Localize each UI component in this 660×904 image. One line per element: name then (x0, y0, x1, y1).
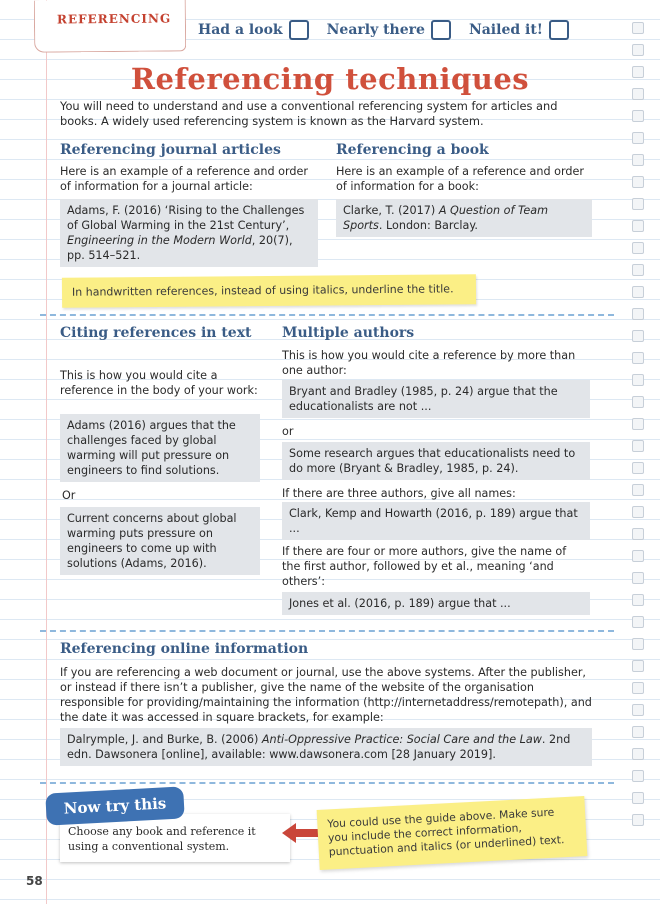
multiple-example-3: Clark, Kemp and Howarth (2016, p. 189) argue that ... (282, 502, 590, 540)
nailed-it-checkbox[interactable] (549, 20, 569, 40)
margin-line (46, 0, 47, 904)
section-tab-label: REFERENCING (56, 11, 172, 27)
left-arrow-icon (282, 822, 322, 844)
handwritten-tip-note: In handwritten references, instead of using italics, underline the title. (62, 274, 476, 308)
intro-paragraph: You will need to understand and use a conventional referencing system for articles and books. A widely used referencing system is known as the Harvard system. (60, 99, 558, 128)
journal-heading: Referencing journal articles (60, 142, 281, 158)
now-try-task-box: Choose any book and reference it using a conventional system. (60, 814, 290, 862)
three-authors-text: If there are three authors, give all names: (282, 487, 516, 500)
book-text: Here is an example of a reference and order of information for a book: (336, 165, 584, 193)
journal-text: Here is an example of a reference and order of information for a journal article: (60, 165, 308, 193)
online-text: If you are referencing a web document or journal, use the above systems. After the publisher, or instead if there isn’t a publisher, give the name of the website of the organisation responsible for providing/maintaining the information (http://internetaddress/remotepath), and the date it was accessed in square brackets, for example: (60, 666, 592, 724)
had-a-look-checkbox[interactable] (289, 20, 309, 40)
citing-or: Or (62, 489, 76, 502)
divider-3 (40, 782, 614, 784)
journal-example-title: Engineering in the Modern World (67, 234, 252, 247)
section-tab (34, 0, 186, 53)
online-example-title: Anti-Oppressive Practice: Social Care and the Law (261, 733, 542, 746)
book-heading: Referencing a book (336, 142, 489, 158)
page-number: 58 (26, 874, 43, 888)
book-example (336, 199, 592, 237)
multiple-or: or (282, 425, 294, 438)
online-example-text: Dalrymple, J. and Burke, B. (2006) (67, 733, 262, 746)
divider-1 (40, 314, 614, 316)
journal-example-text: Adams, F. (2016) ‘Rising to the Challenges of Global Warming in the 21st Century’, (67, 204, 305, 232)
online-example-rest: . 2nd edn. Dawsonera [online], available: www.dawsonera.com [28 January 2019]. (67, 733, 571, 761)
book-example-title: A Question of Team Sports (343, 204, 549, 232)
online-example (60, 728, 592, 766)
now-try-this-badge: Now try this (45, 786, 184, 825)
citing-text: This is how you would cite a reference in the body of your work: (60, 369, 258, 397)
now-try-tip-note: You could use the guide above. Make sure you include the correct information, punctuation and italics (or underlined) text. (317, 796, 588, 870)
multiple-text: This is how you would cite a reference by more than one author: (282, 349, 576, 377)
nailed-it-label: Nailed it! (468, 22, 543, 38)
side-checkbox-column (632, 22, 646, 836)
progress-tracker (198, 20, 587, 40)
book-example-rest: . London: Barclay. (378, 219, 478, 232)
citing-example-2: Current concerns about global warming puts pressure on engineers to come up with solutions (Adams, 2016). (60, 507, 260, 575)
journal-example-rest: , 20(7), pp. 514–521. (67, 234, 293, 262)
citing-heading: Citing references in text (60, 325, 252, 341)
had-a-look-label: Had a look (198, 22, 283, 38)
multiple-example-1: Bryant and Bradley (1985, p. 24) argue that the educationalists are not ... (282, 380, 590, 418)
nearly-there-label: Nearly there (326, 22, 425, 38)
nearly-there-checkbox[interactable] (431, 20, 451, 40)
online-heading: Referencing online information (60, 641, 309, 657)
four-authors-text: If there are four or more authors, give the name of the first author, followed by et al., meaning ‘and others’: (282, 545, 567, 588)
multiple-example-2: Some research argues that educationalists need to do more (Bryant & Bradley, 1985, p. 24). (282, 442, 590, 480)
multiple-heading: Multiple authors (282, 325, 415, 341)
book-example-text: Clarke, T. (2017) (343, 204, 439, 217)
journal-example (60, 199, 318, 267)
multiple-example-4: Jones et al. (2016, p. 189) argue that ... (282, 592, 590, 615)
citing-example-1: Adams (2016) argues that the challenges faced by global warming will put pressure on engineers to find solutions. (60, 414, 260, 482)
page-title: Referencing techniques (130, 62, 530, 96)
divider-2 (40, 630, 614, 632)
